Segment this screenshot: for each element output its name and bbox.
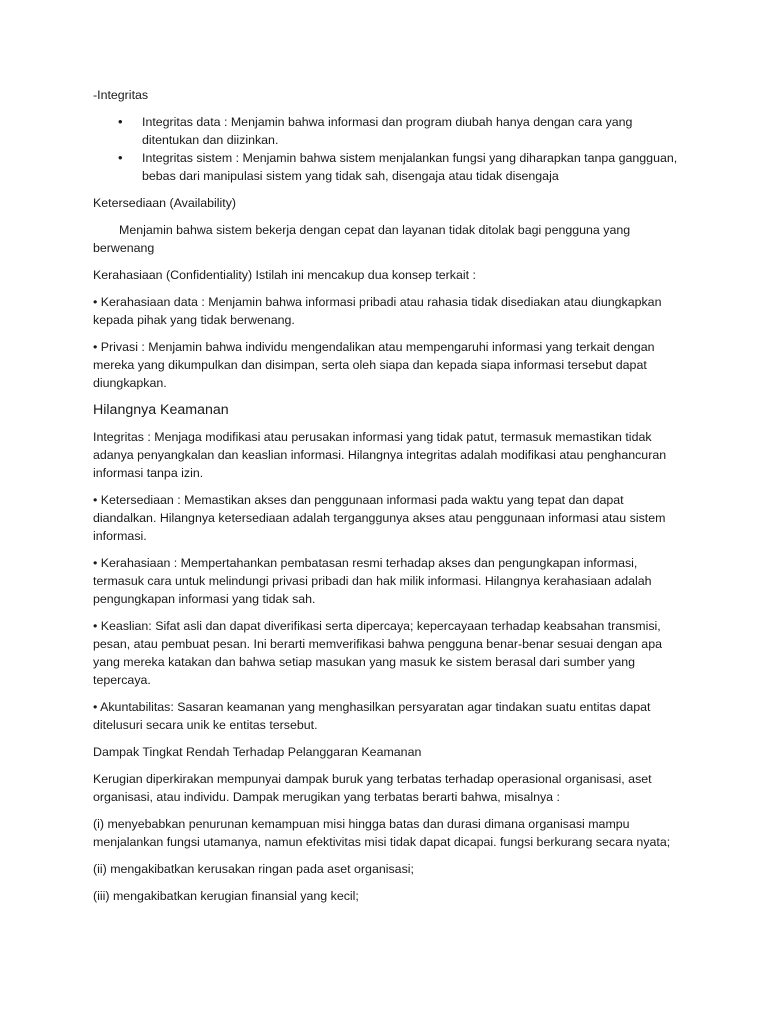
kerahasiaan-title: Kerahasiaan (Confidentiality) Istilah ini mencakup dua konsep terkait : — [93, 268, 476, 282]
hilangnya-keamanan-heading: Hilangnya Keamanan — [93, 402, 229, 418]
privasi-item: • Privasi : Menjamin bahwa individu mengendalikan atau mempengaruhi informasi yang terkait dengan mereka yang dikumpulkan dan disimpan, serta oleh siapa dan kepada siapa informasi tersebut dapat diungkapkan. — [93, 340, 655, 390]
dampak-intro: Kerugian diperkirakan mempunyai dampak buruk yang terbatas terhadap operasional organisasi, aset organisasi, atau individu. Dampak merugikan yang terbatas berarti bahwa, misalnya : — [93, 772, 652, 804]
integritas-data-item — [93, 113, 683, 149]
keaslian-paragraph: • Keaslian: Sifat asli dan dapat diverifikasi serta dipercaya; kepercayaan terhadap keabsahan transmisi, pesan, atau pembuat pesan. Ini berarti memverifikasi bahwa pengguna benar-benar sesuai dengan apa yang mereka katakan dan bahwa setiap masukan yang masuk ke sistem berasal dari sumber yang tepercaya. — [93, 619, 662, 687]
hilangnya-integritas-paragraph: Integritas : Menjaga modifikasi atau perusakan informasi yang tidak patut, termasuk memastikan tidak adanya penyangkalan dan keaslian informasi. Hilangnya integritas adalah modifikasi atau penghancuran informasi tanpa izin. — [93, 430, 667, 480]
bullet-icon: • — [118, 150, 123, 165]
integritas-data-text: Integritas data : Menjamin bahwa informasi dan program diubah hanya dengan cara yang ditentukan dan diizinkan. — [142, 115, 633, 147]
kerahasiaan-data-item: • Kerahasiaan data : Menjamin bahwa informasi pribadi atau rahasia tidak disediakan atau diungkapkan kepada pihak yang tidak berwenang. — [93, 295, 662, 327]
integritas-bullet-list — [93, 113, 683, 185]
integritas-title: -Integritas — [93, 88, 149, 102]
dampak-item-ii: (ii) mengakibatkan kerusakan ringan pada aset organisasi; — [93, 862, 414, 876]
integritas-sistem-item — [93, 149, 683, 185]
ketersediaan-text: Menjamin bahwa sistem bekerja dengan cepat dan layanan tidak ditolak bagi pengguna yang berwenang — [93, 223, 631, 255]
bullet-icon: • — [118, 114, 123, 129]
akuntabilitas-paragraph: • Akuntabilitas: Sasaran keamanan yang menghasilkan persyaratan agar tindakan suatu entitas dapat ditelusuri secara unik ke entitas tersebut. — [93, 700, 651, 732]
hilangnya-ketersediaan-paragraph: • Ketersediaan : Memastikan akses dan penggunaan informasi pada waktu yang tepat dan dapat diandalkan. Hilangnya ketersediaan adalah terganggunya akses atau penggunaan informasi atau sistem informasi. — [93, 493, 666, 543]
dampak-title: Dampak Tingkat Rendah Terhadap Pelanggaran Keamanan — [93, 745, 422, 759]
ketersediaan-title: Ketersediaan (Availability) — [93, 196, 237, 210]
document-page — [93, 86, 683, 914]
dampak-item-iii: (iii) mengakibatkan kerugian finansial yang kecil; — [93, 889, 359, 903]
integritas-sistem-text: Integritas sistem : Menjamin bahwa sistem menjalankan fungsi yang diharapkan tanpa gangguan, bebas dari manipulasi sistem yang tidak sah, disengaja atau tidak disengaja — [142, 151, 678, 183]
hilangnya-kerahasiaan-paragraph: • Kerahasiaan : Mempertahankan pembatasan resmi terhadap akses dan pengungkapan informasi, termasuk cara untuk melindungi privasi pribadi dan hak milik informasi. Hilangnya kerahasiaan adalah pengungkapan informasi yang tidak sah. — [93, 556, 652, 606]
dampak-item-i: (i) menyebabkan penurunan kemampuan misi hingga batas dan durasi dimana organisasi mampu menjalankan fungsi utamanya, namun efektivitas misi tidak dapat dicapai. fungsi berkurang secara nyata; — [93, 817, 671, 849]
